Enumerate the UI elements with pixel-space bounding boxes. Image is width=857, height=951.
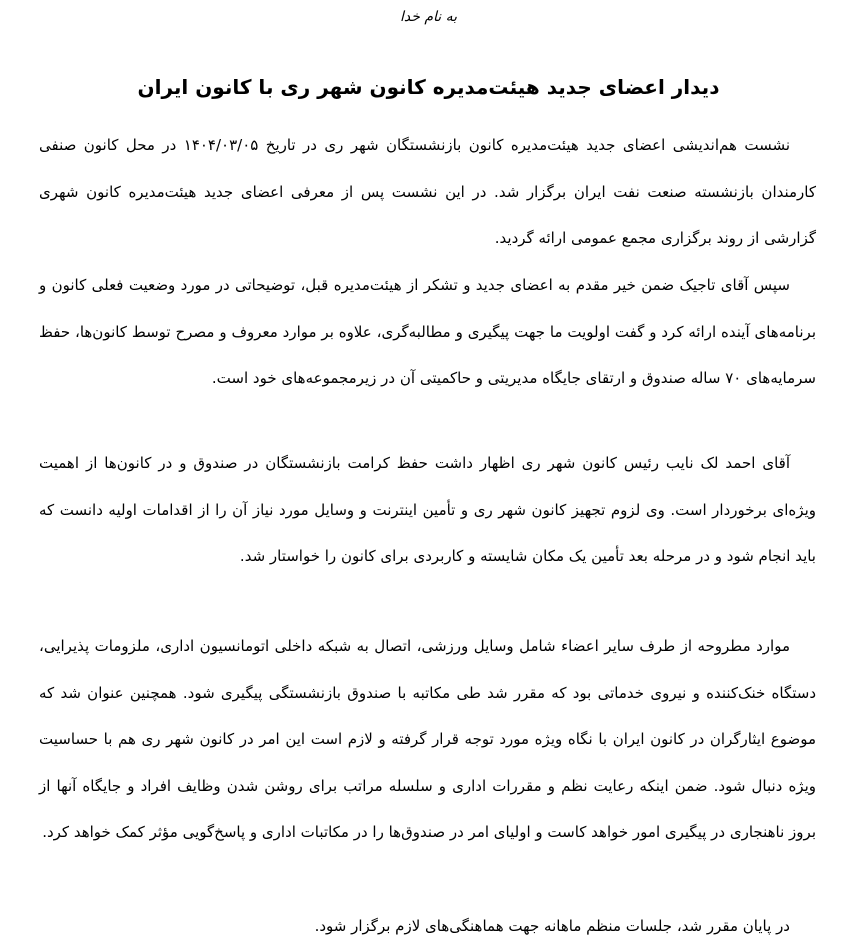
document-title: دیدار اعضای جدید هیئت‌مدیره کانون شهر ری با کانون ایران	[137, 75, 720, 99]
paragraph-member-requests: موارد مطروحه از طرف سایر اعضاء شامل وسایل ورزشی، اتصال به شبکه داخلی اتومانسیون اداری، ملزومات پذیرایی، دستگاه خنک‌کننده و نیروی خدماتی بود که مقرر شد طی مکاتبه با صندوق بازنشستگی پیگیری شود. همچنین عنوان شد که موضوع ایثارگران در کانون ایران با نگاه ویژه مورد توجه قرار گرفته و لازم است این امر در کانون شهر ری هم با حساسیت ویژه دنبال شود. ضمن اینکه رعایت نظم و مقررات اداری و سلسله مراتب برای روشن شدن وظایف افراد و جایگاه آنها از بروز ناهنجاری در پیگیری امور خواهد کاست و اولیای امر در صندوق‌ها را در مکاتبات اداری و پاسخ‌گویی مؤثر کمک خواهد کرد.	[39, 637, 816, 841]
paragraph-conclusion: در پایان مقرر شد، جلسات منظم ماهانه جهت هماهنگی‌های لازم برگزار شود.	[314, 917, 790, 935]
basmala-heading: به نام خدا	[399, 9, 458, 25]
paragraph-tajik-remarks: سپس آقای تاجیک ضمن خیر مقدم به اعضای جدید و تشکر از هیئت‌مدیره قبل، توضیحاتی در مورد وضعیت فعلی کانون و برنامه‌های آینده ارائه کرد و گفت اولویت ما جهت پیگیری و مطالبه‌گری، علاوه بر موارد معروف و مصرح توسط کانون‌ها، حفظ سرمایه‌های ۷۰ ساله صندوق و ارتقای جایگاه مدیریتی و حاکمیتی آن در زیرمجموعه‌های خود است.	[39, 276, 816, 387]
paragraph-lak-remarks: آقای احمد لک نایب رئیس کانون شهر ری اظهار داشت حفظ کرامت بازنشستگان در صندوق و در کانون‌ها از اهمیت ویژه‌ای برخوردار است. وی لزوم تجهیز کانون شهر ری و تأمین اینترنت و وسایل مورد نیاز آن را از اقدامات اولیه دانست که باید انجام شود و در مرحله بعد تأمین یک مکان شایسته و کاربردی برای کانون را خواستار شد.	[39, 454, 816, 565]
paragraph-meeting-intro: نشست هم‌اندیشی اعضای جدید هیئت‌مدیره کانون بازنشستگان شهر ری در تاریخ ۱۴۰۴/۰۳/۰۵ در محل کانون صنفی کارمندان بازنشسته صنعت نفت ایران برگزار شد. در این نشست پس از معرفی اعضای جدید هیئت‌مدیره کانون شهری گزارشی از روند برگزاری مجمع عمومی ارائه گردید.	[39, 136, 816, 247]
